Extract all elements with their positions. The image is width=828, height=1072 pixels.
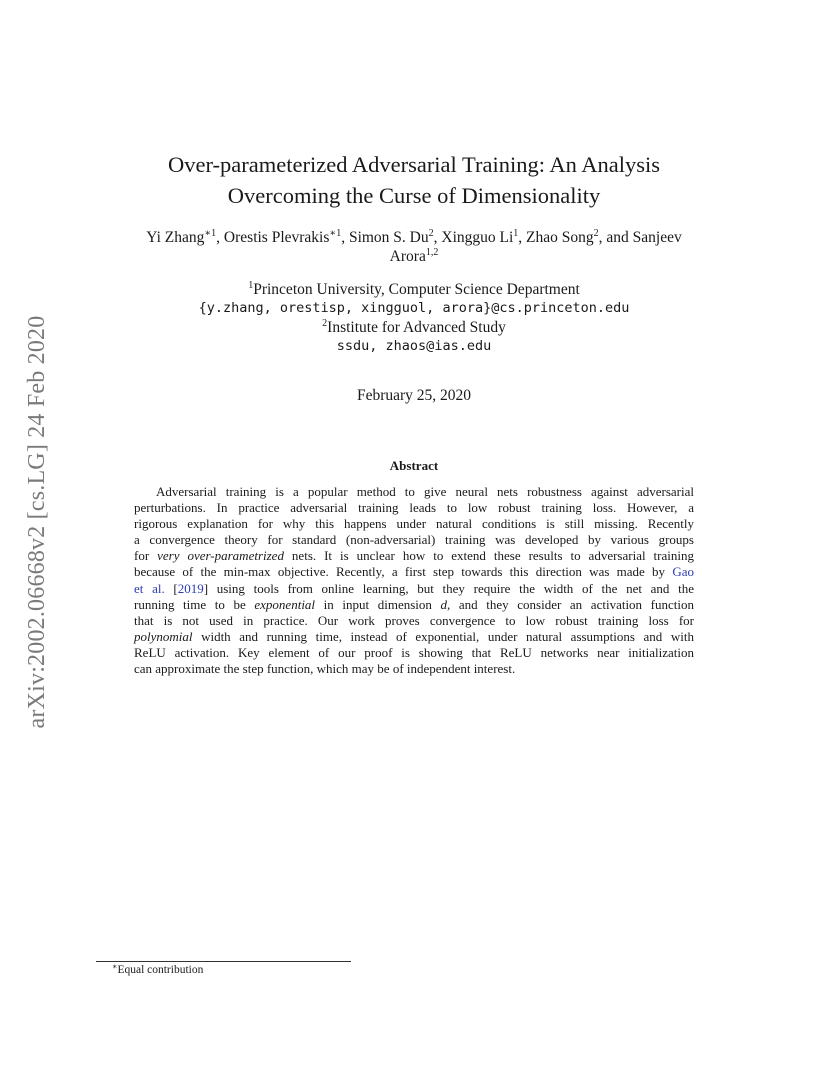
- author-name: Yi Zhang: [146, 229, 205, 246]
- author-name: Zhao Song: [526, 229, 594, 246]
- abstract-text: in input dimension: [315, 596, 441, 612]
- abstract-line: [134, 629, 694, 645]
- affiliation-1-email: {y.zhang, orestisp, xingguol, arora}@cs.princeton.edu: [198, 300, 630, 316]
- affiliation-name: Princeton University, Computer Science Department: [253, 281, 580, 298]
- abstract-emphasis: very over-parametrized: [157, 548, 284, 564]
- paper-title: [100, 149, 728, 211]
- author-affiliation-mark: 2: [428, 228, 434, 239]
- footnote-text: Equal contribution: [117, 964, 204, 976]
- author-name: Xingguo Li: [441, 229, 514, 246]
- author-name: Simon S. Du: [348, 229, 429, 246]
- abstract-line: that is not used in practice. Our work proves convergence to low robust training loss for: [134, 612, 694, 628]
- abstract-line: ReLU activation. Key element of our proof is showing that ReLU networks near initialization: [134, 644, 694, 660]
- abstract-line: [134, 564, 694, 580]
- footnote: [112, 963, 203, 977]
- author-name: Arora: [389, 248, 426, 265]
- affiliation-1: [100, 280, 728, 299]
- author-affiliation-mark: 1,2: [425, 247, 439, 258]
- author-list: [100, 228, 728, 266]
- abstract-line: rigorous explanation for why this happens under natural conditions is still missing. Recently: [134, 516, 694, 532]
- abstract-heading: Abstract: [389, 458, 439, 473]
- abstract-body: [134, 484, 694, 677]
- abstract-text: , and they consider an activation function: [447, 596, 694, 612]
- author-separator: ,: [216, 229, 224, 246]
- abstract-line: [134, 581, 694, 597]
- author-line-2: [100, 247, 728, 266]
- affiliations: [100, 280, 728, 356]
- affiliation-mark: 2: [322, 318, 328, 329]
- abstract-text: width and running time, instead of exponential, under natural assumptions and with: [192, 628, 694, 644]
- author-name: Sanjeev: [632, 229, 682, 246]
- author-separator: ,: [518, 229, 527, 246]
- footnote-rule: [96, 961, 351, 962]
- abstract-text: running time to be: [134, 596, 255, 612]
- citation-link-gao[interactable]: Gao: [672, 564, 694, 580]
- math-variable: d: [440, 596, 448, 612]
- title-line-2: Overcoming the Curse of Dimensionality: [227, 183, 601, 208]
- abstract-text: because of the min-max objective. Recently, a first step towards this direction was made by: [134, 564, 673, 580]
- author-affiliation-mark: ∗1: [204, 228, 217, 239]
- abstract-line: [134, 597, 694, 613]
- footnote-mark: ∗: [112, 962, 118, 971]
- abstract-emphasis: exponential: [254, 596, 316, 612]
- abstract-text: ] using tools from online learning, but they require the width of the net and the: [203, 580, 694, 596]
- author-separator: ,: [433, 229, 442, 246]
- author-line-1: [100, 228, 728, 247]
- citation-link-year[interactable]: 2019: [177, 580, 204, 596]
- paper-date: February 25, 2020: [356, 387, 472, 404]
- affiliation-2-email: ssdu, zhaos@ias.edu: [336, 338, 492, 354]
- affiliation-name: Institute for Advanced Study: [327, 319, 506, 336]
- author-affiliation-mark: ∗1: [329, 228, 342, 239]
- arxiv-identifier: arXiv:2002.06668v2 [cs.LG] 24 Feb 2020: [24, 315, 50, 729]
- abstract-text: [: [164, 580, 178, 596]
- author-separator: , and: [598, 229, 633, 246]
- affiliation-mark: 1: [248, 280, 254, 291]
- affiliation-2: [100, 318, 728, 337]
- abstract-emphasis: polynomial: [134, 628, 193, 644]
- abstract-line: Adversarial training is a popular method to give neural nets robustness against adversarial: [156, 484, 694, 499]
- abstract-text: nets. It is unclear how to extend these results to adversarial training: [283, 548, 694, 564]
- abstract-line: can approximate the step function, which may be of independent interest.: [134, 661, 516, 677]
- abstract-line: perturbations. In practice adversarial training leads to low robust training loss. However, a: [134, 500, 694, 516]
- author-separator: ,: [341, 229, 349, 246]
- author-affiliation-mark: 1: [513, 228, 519, 239]
- author-name: Orestis Plevrakis: [223, 229, 330, 246]
- abstract-line: a convergence theory for standard (non-adversarial) training was developed by various groups: [134, 532, 694, 548]
- title-line-1: Over-parameterized Adversarial Training: An Analysis: [168, 152, 660, 177]
- author-affiliation-mark: 2: [593, 228, 599, 239]
- abstract-text: for: [134, 548, 158, 564]
- abstract-line: [134, 548, 694, 564]
- citation-link-et-al[interactable]: et al.: [134, 580, 165, 596]
